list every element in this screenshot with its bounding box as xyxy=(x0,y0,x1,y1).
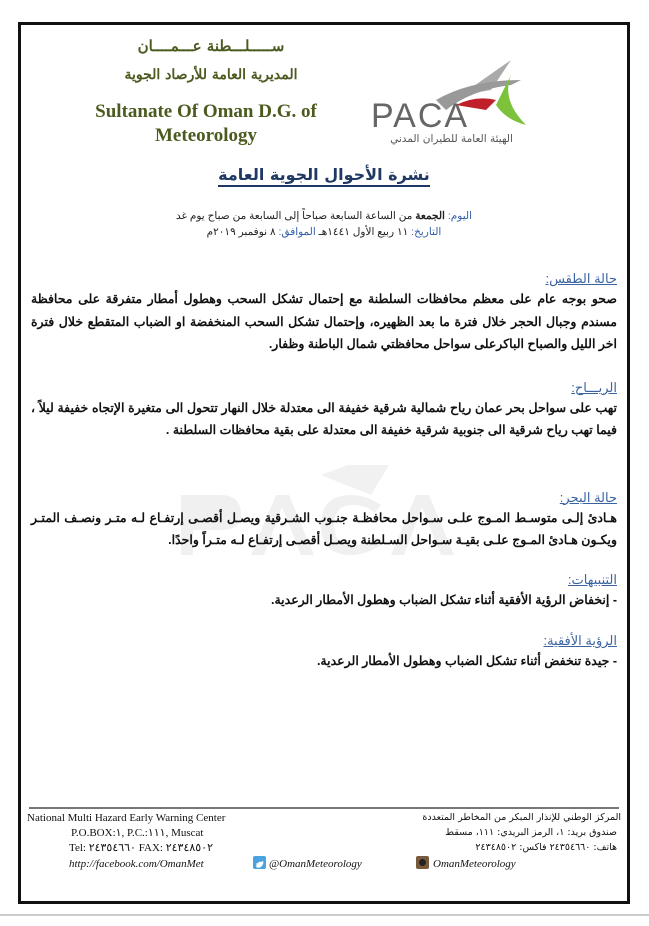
day-value: الجمعة xyxy=(415,210,445,222)
weather-heading: حالة الطقس: xyxy=(545,271,617,286)
footer-en-1: National Multi Hazard Early Warning Center xyxy=(27,812,226,824)
page-title xyxy=(21,165,627,184)
day-label: اليوم: xyxy=(447,210,473,222)
footer-en-3: Tel: ٢٤٣٥٤٦٦٠ FAX: ٢٤٣٤٨٥٠٢ xyxy=(69,842,213,854)
instagram-link[interactable]: OmanMeteorology xyxy=(433,858,516,870)
footer-en-2: P.O.BOX:١, P.C.:١١١, Muscat xyxy=(71,827,204,839)
winds-heading: الريـــاح: xyxy=(571,379,617,395)
weather-text: صحو بوجه عام على معظم محافظات السلطنة مع إحتمال تشكل السحب وهطول أمطار متفرقة على محافظة مسندم وجبال الحجر خلال فترة ما بعد الظهيره، وإحتمال تشكل السحب المنخفضة او الضباب المتقطع خلال فترة اخر الليل والصباح الباكرعلى سواحل محافظتي شمال الباطنة وظفار. xyxy=(31,292,617,351)
twitter-icon xyxy=(253,856,266,869)
footer-ar-2: صندوق بريد: ١، الرمز البريدي: ١١١، مسقط xyxy=(445,827,617,838)
date-label: التاريخ: xyxy=(411,226,442,238)
logo-text: PACA xyxy=(371,97,470,131)
winds-text: تهب على سواحل بحر عمان رياح شمالية شرقية خفيفة الى معتدلة خلال النهار تتحول الى متغيرة الإتجاه خفيفة ليلاً ، فيما تهب رياح شرقية الى جنوبية شرقية خفيفة الى معتدلة على بقية محافظات السلطنة . xyxy=(31,400,617,437)
greg-date: ٨ نوفمبر ٢٠١٩م xyxy=(206,226,276,238)
greg-label: الموافق: xyxy=(278,226,316,238)
logo-subtitle: الهيئة العامة للطيران المدني xyxy=(390,133,513,145)
paca-logo-icon xyxy=(361,55,541,131)
visibility-heading: الرؤية الأفقية: xyxy=(543,633,617,648)
bulletin-sections xyxy=(31,269,617,673)
paca-logo xyxy=(361,55,541,150)
visibility-text: - جيدة تنخفض أثناء تشكل الضباب وهطول الأمطار الرعدية. xyxy=(316,654,617,668)
header-ar-line2: المديرية العامة للأرصاد الجوية xyxy=(124,67,298,83)
day-rest: من الساعة السابعة صباحاً إلى السابعة من صباح يوم غد xyxy=(175,210,413,222)
bulletin-page xyxy=(18,22,630,904)
header-en-line2: Meteorology xyxy=(155,125,257,146)
facebook-link[interactable]: http://facebook.com/OmanMet xyxy=(69,858,204,870)
hijri-date: ١١ ربيع الأول ١٤٤١هـ xyxy=(318,226,409,238)
footer-ar-1: المركز الوطني للإنذار المبكر من المخاطر المتعددة xyxy=(422,812,621,823)
title-text: نشرة الأحوال الجوية العامة xyxy=(218,165,430,187)
footer-ar-3: هاتف: ٢٤٣٥٤٦٦٠ فاكس: ٢٤٣٤٨٥٠٢ xyxy=(475,842,617,853)
alerts-text: - إنخفاض الرؤية الأفقية أثناء تشكل الضباب وهطول الأمطار الرعدية. xyxy=(270,592,617,607)
instagram-icon xyxy=(416,856,429,869)
header-en-line1: Sultanate Of Oman D.G. of xyxy=(95,101,317,122)
twitter-link[interactable]: @OmanMeteorology xyxy=(269,858,362,870)
day-line xyxy=(21,209,627,223)
sea-heading: حالة البحر: xyxy=(559,489,617,505)
page-bottom-divider xyxy=(0,914,649,916)
date-line xyxy=(21,225,627,239)
sea-text: هـادئ إلـى متوسـط المـوج علـى سـواحل محافظـة جنـوب الشـرقية ويصـل أقصـى إرتفـاع لـه متـر ونصـف المتـر ويكـون هـادئ المـوج علـى بقيـة سـواحل السـلطنة ويصـل أقصـى إرتفـاع لـه متـراً واحدًا. xyxy=(31,510,617,547)
header-ar-line1: ســـــلـــطنة عـــمــــان xyxy=(137,37,285,55)
alerts-heading: التنبيهات: xyxy=(567,571,617,587)
footer-divider xyxy=(29,807,619,809)
